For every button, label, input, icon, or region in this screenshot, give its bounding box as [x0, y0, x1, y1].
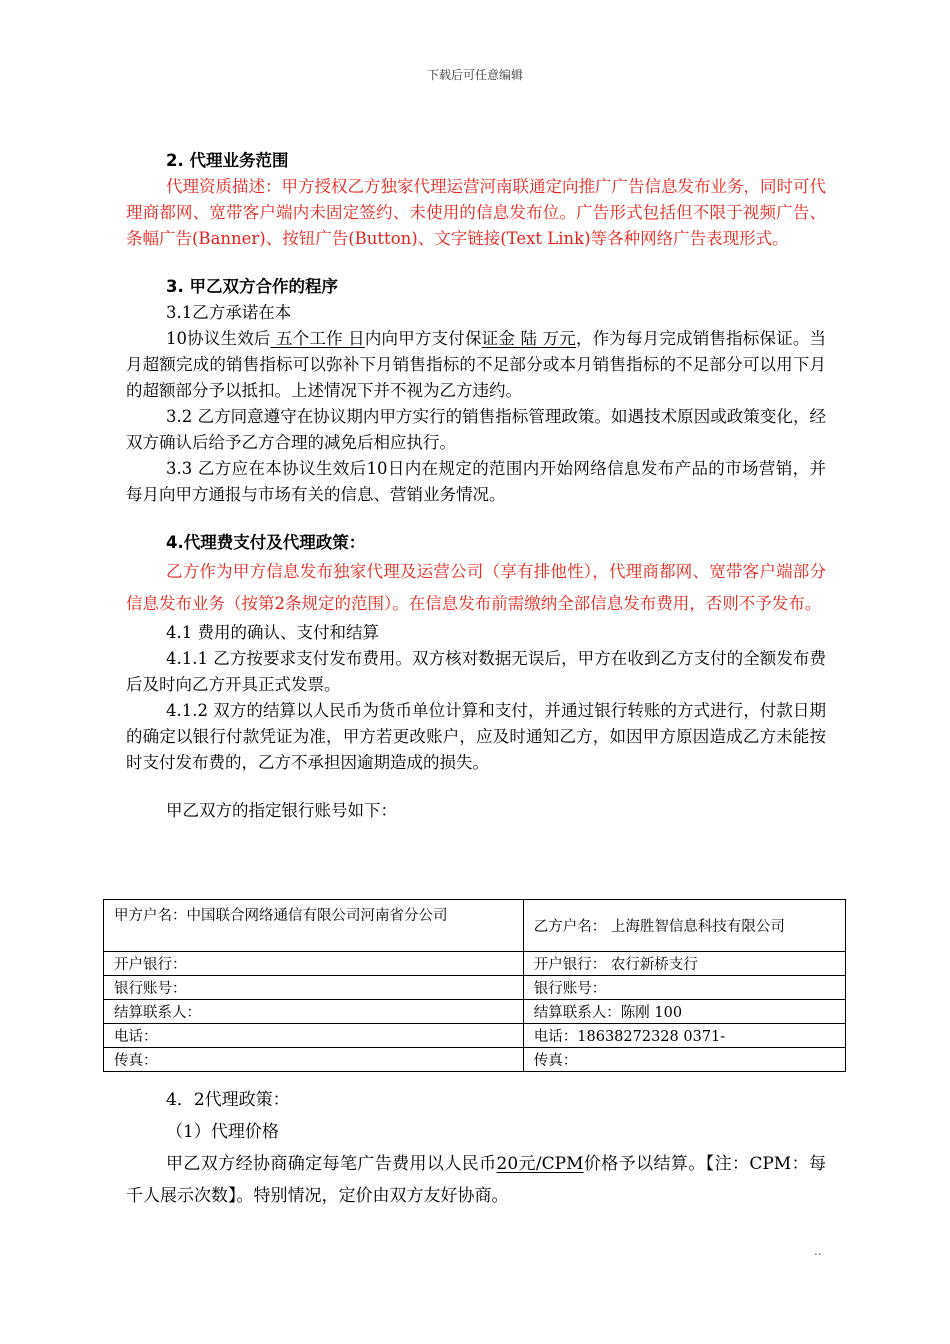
price-post: 价格予以结算。【注：CPM：每千人展示次数】。特别情况，定价由双方友好协商。: [126, 1154, 826, 1206]
party-a-phone: 电话：: [104, 1024, 524, 1048]
clause-3-1-post: ，作为每月完成销售指标保证。当月超额完成的销售指标可以弥补下月销售指标的不足部分或本月销售指标的不足部分可以用下月的超额部分予以抵扣。上述情况下并不视为乙方违约。: [126, 329, 826, 400]
section-3-title: 3. 甲乙双方合作的程序: [166, 277, 338, 296]
party-b-account-number: 银行账号：: [523, 976, 845, 1000]
clause-3-2: 3.2 乙方同意遵守在协议期内甲方实行的销售指标管理政策。如遇技术原因或政策变化，经双方确认后给予乙方合理的减免后相应执行。: [126, 407, 826, 452]
clause-3-3: 3.3 乙方应在本协议生效后10日内在规定的范围内开始网络信息发布产品的市场营销，并每月向甲方通报与市场有关的信息、营销业务情况。: [126, 459, 826, 504]
agency-price-body: [126, 1148, 826, 1212]
party-a-account-number: 银行账号：: [104, 976, 524, 1000]
document-body: [126, 148, 826, 824]
agency-price-heading: （1）代理价格: [166, 1122, 279, 1142]
party-b-account-name: 乙方户名： 上海胜智信息科技有限公司: [523, 900, 845, 952]
party-b-phone: 电话：18638272328 0371-: [523, 1024, 845, 1048]
clause-3-1-pre: 10协议生效后: [166, 329, 271, 348]
clause-4-1-2: 4.1.2 双方的结算以人民币为货币单位计算和支付，并通过银行转账的方式进行，付款日期的确定以银行付款凭证为准，甲方若更改账户，应及时通知乙方，如因甲方原因造成乙方未能按时支付发布费的，乙方不承担因逾期造成的损失。: [126, 701, 826, 772]
party-a-bank: 开户银行：: [104, 952, 524, 976]
table-row: [104, 900, 846, 952]
table-row: [104, 976, 846, 1000]
price-pre: 甲乙双方经协商确定每笔广告费用以人民币: [166, 1154, 497, 1174]
bank-intro: 甲乙双方的指定银行账号如下：: [166, 801, 397, 820]
agency-policy: [126, 1084, 826, 1212]
party-b-fax: 传真：: [523, 1048, 845, 1072]
footer-dots: ..: [814, 1244, 822, 1258]
clause-4-1: 4.1 费用的确认、支付和结算: [166, 623, 379, 642]
bank-account-table: [103, 899, 846, 1072]
section-2-title: 2. 代理业务范围: [166, 151, 289, 170]
clause-3-1-deposit: 证金 陆 万元: [481, 329, 576, 348]
clause-4-1-1: 4.1.1 乙方按要求支付发布费用。双方核对数据无误后，甲方在收到乙方支付的全额发布费后及时向乙方开具正式发票。: [126, 649, 826, 694]
price-value: 20元/CPM: [496, 1154, 584, 1174]
table-row: [104, 1024, 846, 1048]
section-4-title: 4.代理费支付及代理政策：: [166, 533, 366, 552]
table-row: [104, 1000, 846, 1024]
party-b-bank: 开户银行： 农行新桥支行: [523, 952, 845, 976]
party-a-contact: 结算联系人：: [104, 1000, 524, 1024]
party-a-fax: 传真：: [104, 1048, 524, 1072]
page-header: 下载后可任意编辑: [426, 68, 523, 82]
table-row: [104, 1048, 846, 1072]
clause-3-1-intro: 3.1乙方承诺在本: [166, 303, 292, 322]
clause-4-2-title: 4．2代理政策：: [166, 1090, 290, 1110]
clause-3-1-mid: 内向甲方支付保: [364, 329, 482, 348]
table-row: [104, 952, 846, 976]
section-2-body: 代理资质描述：甲方授权乙方独家代理运营河南联通定向推广广告信息发布业务，同时可代理商都网、宽带客户端内未固定签约、未使用的信息发布位。广告形式包括但不限于视频广告、条幅广告(Banner)、按钮广告(Button)、文字链接(Text Link)等各种网络广告表现形式。: [126, 177, 826, 248]
clause-3-1: [126, 326, 826, 404]
clause-3-1-deadline: 五个工作 日: [270, 329, 365, 348]
party-b-contact: 结算联系人：陈刚 100: [523, 1000, 845, 1024]
party-a-account-name: 甲方户名：中国联合网络通信有限公司河南省分公司: [104, 900, 524, 952]
section-4-red-body: 乙方作为甲方信息发布独家代理及运营公司（享有排他性），代理商都网、宽带客户端部分信息发布业务（按第2条规定的范围）。在信息发布前需缴纳全部信息发布费用，否则不予发布。: [126, 562, 826, 613]
